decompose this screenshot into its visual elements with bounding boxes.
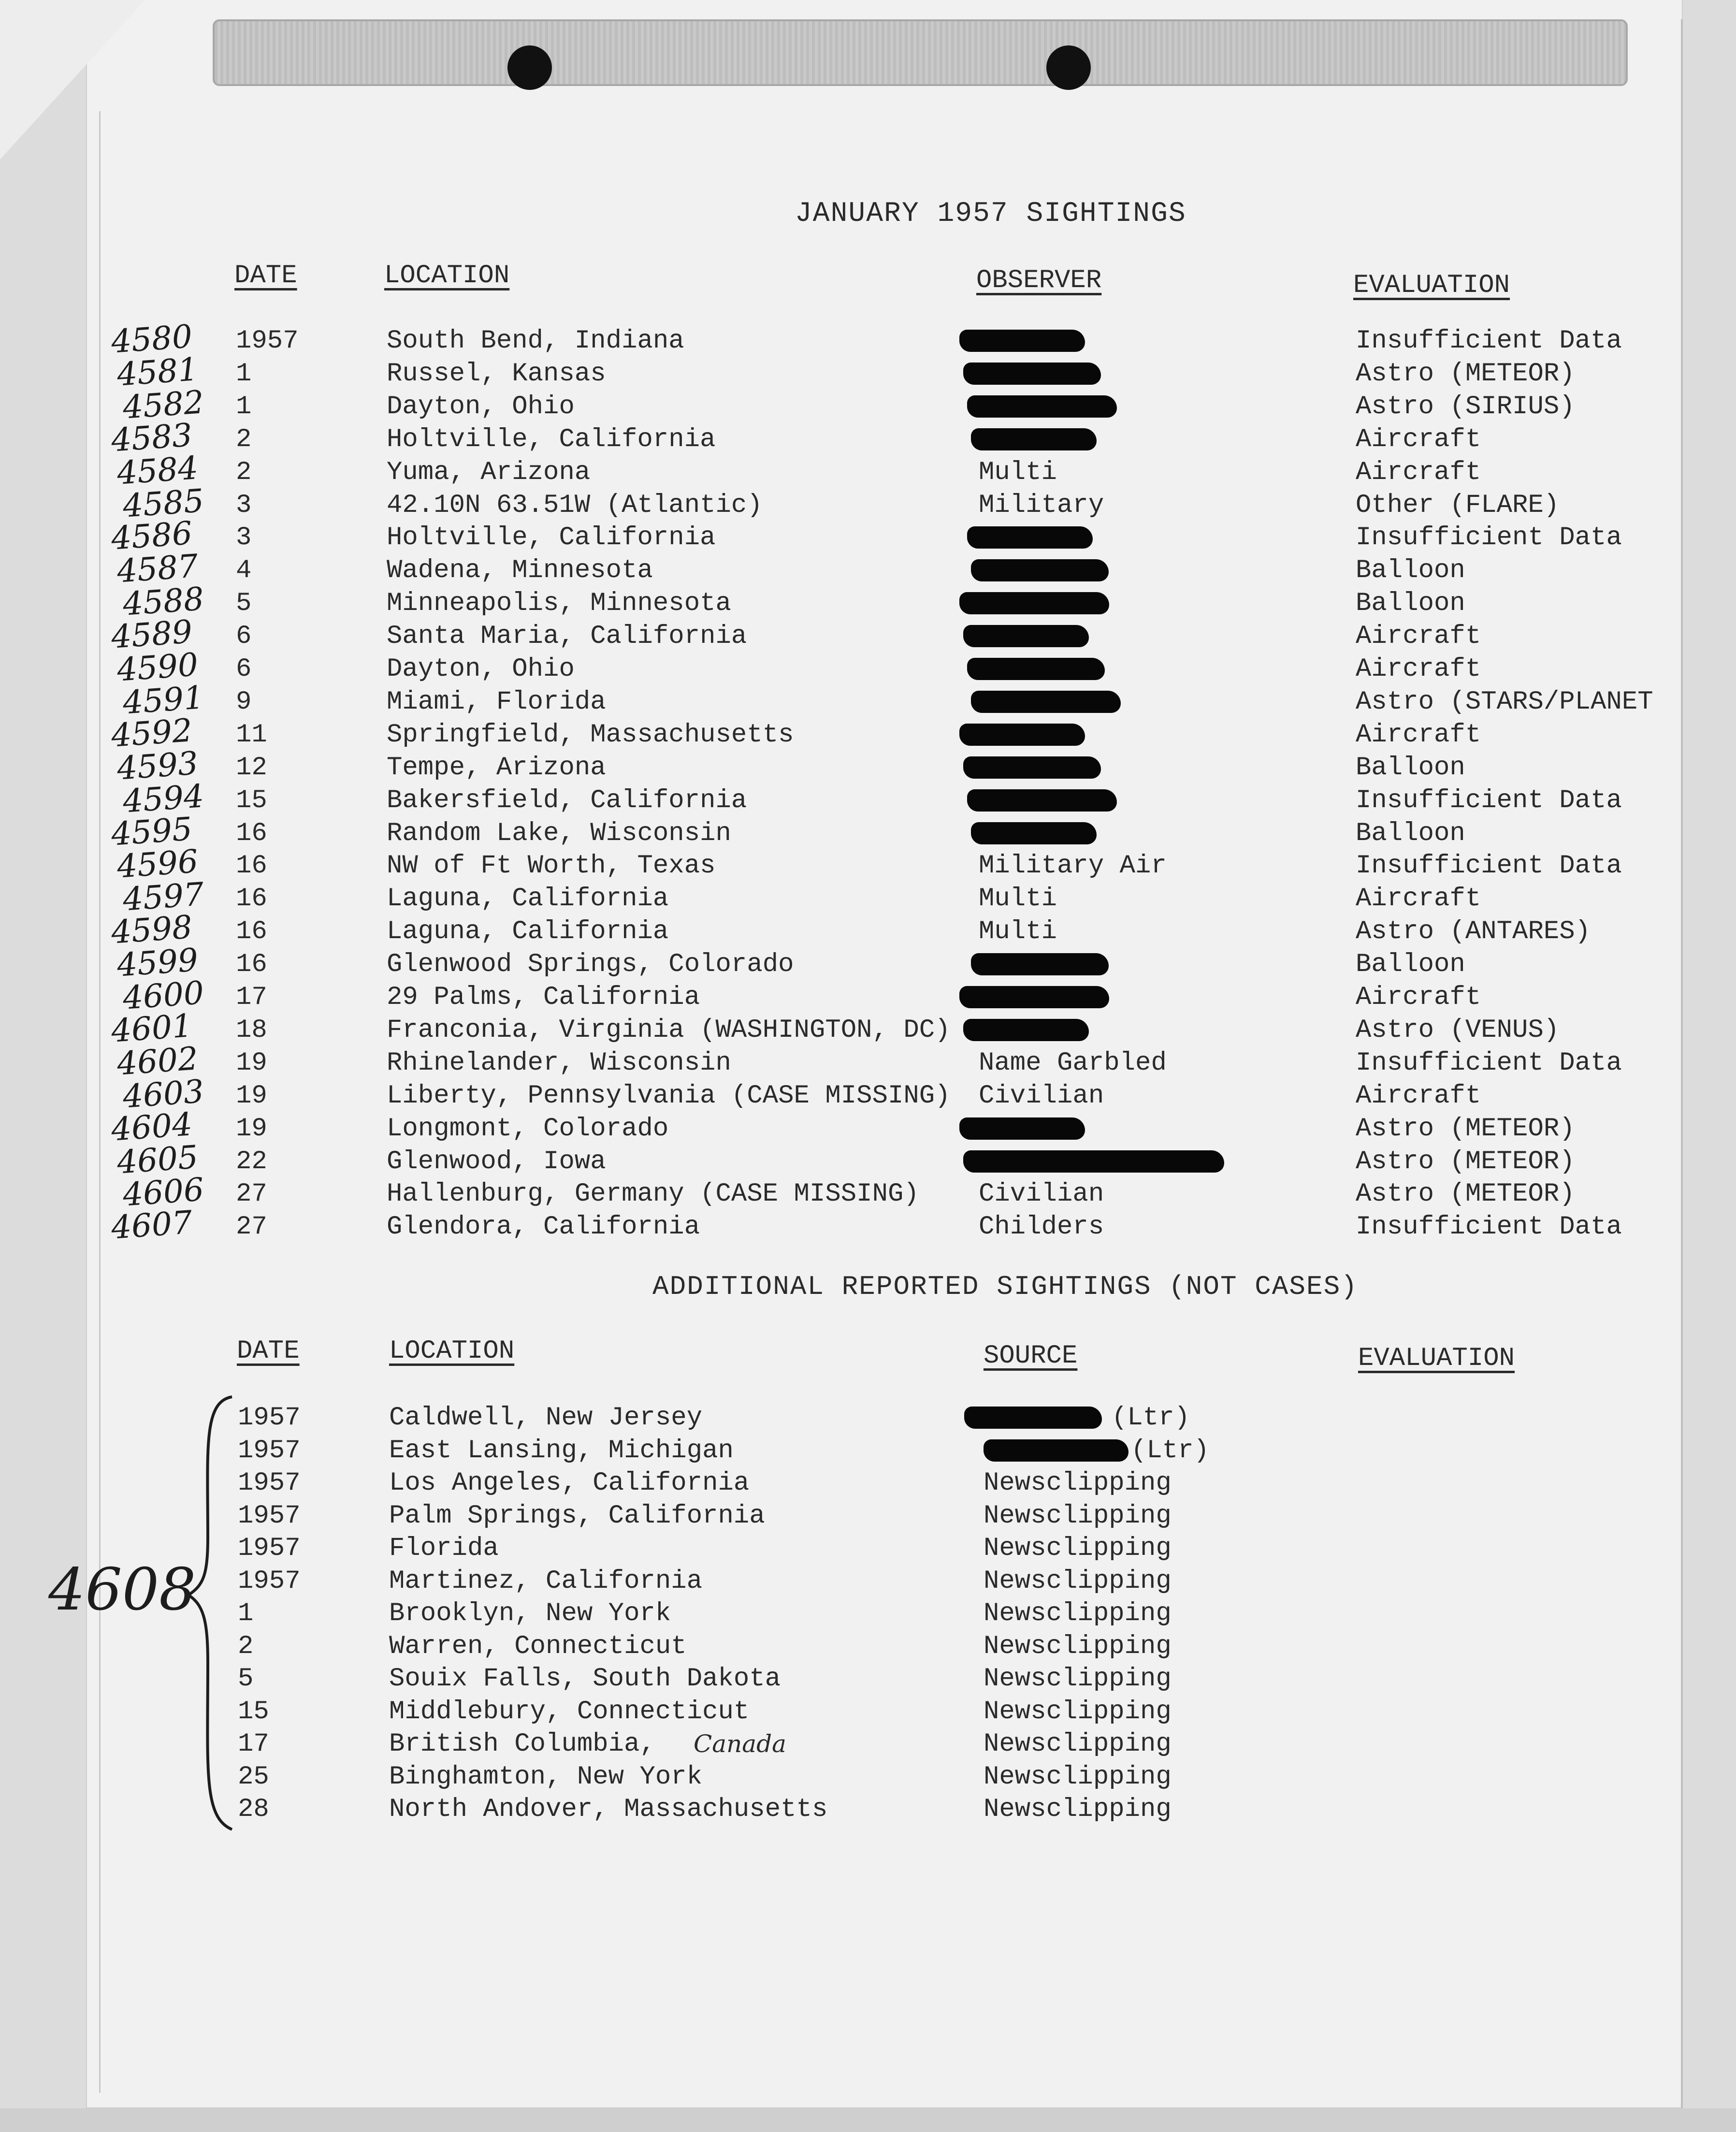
sighting-observer: Military Air <box>979 851 1167 881</box>
redaction-bar <box>967 395 1117 418</box>
sighting-evaluation: Balloon <box>1356 589 1465 619</box>
sighting-location: Minneapolis, Minnesota <box>387 589 731 619</box>
handwritten-case-number: 4591 <box>121 679 205 722</box>
sighting-date: 2 <box>236 424 252 454</box>
sighting-location: Rhinelander, Wisconsin <box>387 1048 731 1078</box>
table-row <box>0 974 1736 1017</box>
additional-date: 1 <box>238 1599 254 1628</box>
handwritten-annotation: Canada <box>694 1730 786 1758</box>
header-date: DATE <box>234 261 297 290</box>
sighting-location: Springfield, Massachusetts <box>387 720 794 750</box>
sighting-location: Holtville, California <box>387 523 716 553</box>
sighting-date: 11 <box>236 720 267 750</box>
table-row <box>0 711 1736 754</box>
sighting-date: 1 <box>236 392 252 421</box>
handwritten-case-number: 4590 <box>116 646 200 689</box>
additional-source: (Ltr) <box>1131 1436 1210 1465</box>
sighting-evaluation: Aircraft <box>1356 457 1481 487</box>
sighting-date: 2 <box>236 457 252 487</box>
additional-location: Los Angeles, California <box>389 1468 750 1498</box>
additional-location: Souix Falls, South Dakota <box>389 1664 781 1694</box>
redaction-bar <box>963 756 1101 779</box>
sighting-date: 4 <box>236 556 252 586</box>
sighting-location: Dayton, Ohio <box>387 654 575 684</box>
sighting-evaluation: Astro (SIRIUS) <box>1356 392 1575 421</box>
sighting-location: Glenwood Springs, Colorado <box>387 950 794 980</box>
sighting-location: Dayton, Ohio <box>387 392 575 421</box>
sighting-evaluation: Astro (METEOR) <box>1356 1114 1575 1144</box>
sighting-date: 16 <box>236 884 267 914</box>
handwritten-case-number: 4594 <box>121 777 205 820</box>
additional-source: Newsclipping <box>984 1795 1172 1824</box>
handwritten-case-number: 4599 <box>116 941 200 984</box>
additional-source: Newsclipping <box>984 1501 1172 1531</box>
sighting-evaluation: Aircraft <box>1356 884 1481 914</box>
additional-location: Middlebury, Connecticut <box>389 1697 750 1726</box>
sighting-location: Laguna, California <box>387 884 669 914</box>
table-row <box>0 1105 1736 1148</box>
folded-corner <box>0 0 145 160</box>
sighting-location: Glendora, California <box>387 1212 700 1242</box>
redaction-bar <box>959 330 1085 352</box>
header-location: LOCATION <box>384 261 510 290</box>
sighting-location: Holtville, California <box>387 424 716 454</box>
sighting-evaluation: Insufficient Data <box>1356 1212 1622 1242</box>
table-row <box>0 580 1736 623</box>
redaction-bar <box>963 625 1089 647</box>
list-item <box>0 1663 1736 1695</box>
handwritten-case-number: 4581 <box>116 350 200 393</box>
sighting-date: 19 <box>236 1048 267 1078</box>
redaction-bar <box>964 1407 1102 1429</box>
sighting-evaluation: Astro (STARS/PLANET <box>1356 687 1653 717</box>
sighting-evaluation: Balloon <box>1356 818 1465 848</box>
sighting-evaluation: Aircraft <box>1356 1081 1481 1111</box>
sighting-date: 15 <box>236 785 267 815</box>
sighting-evaluation: Aircraft <box>1356 654 1481 684</box>
table-row <box>0 613 1736 656</box>
sighting-location: Franconia, Virginia (WASHINGTON, DC) <box>387 1015 951 1045</box>
handwritten-case-number: 4595 <box>110 810 194 853</box>
header-observer: OBSERVER <box>976 266 1102 295</box>
sighting-location: Tempe, Arizona <box>387 753 606 783</box>
redaction-bar <box>959 986 1109 1008</box>
sighting-observer: Multi <box>979 457 1057 487</box>
handwritten-case-number: 4582 <box>121 383 205 426</box>
additional-source: Newsclipping <box>984 1697 1172 1726</box>
sighting-date: 18 <box>236 1015 267 1045</box>
redaction-bar <box>971 559 1109 581</box>
table-row <box>0 777 1736 820</box>
table-row <box>0 547 1736 591</box>
additional-date: 5 <box>238 1664 254 1694</box>
additional-location: Caldwell, New Jersey <box>389 1403 703 1433</box>
sighting-date: 5 <box>236 589 252 619</box>
scan-bottom-strip <box>0 2108 1736 2132</box>
table-row <box>0 941 1736 984</box>
sighting-evaluation: Astro (ANTARES) <box>1356 917 1591 947</box>
additional-location: Palm Springs, California <box>389 1501 765 1531</box>
sighting-location: NW of Ft Worth, Texas <box>387 851 716 881</box>
sighting-location: Liberty, Pennsylvania (CASE MISSING) <box>387 1081 951 1111</box>
table-row <box>0 1138 1736 1181</box>
sighting-location: Glenwood, Iowa <box>387 1146 606 1176</box>
list-item <box>0 1467 1736 1499</box>
handwritten-case-number: 4580 <box>110 318 194 361</box>
redaction-bar <box>963 363 1101 385</box>
handwritten-case-number: 4600 <box>121 974 205 1017</box>
additional-location: British Columbia, <box>389 1729 655 1759</box>
handwritten-case-number: 4601 <box>110 1007 194 1050</box>
sighting-date: 3 <box>236 523 252 553</box>
additional-title: ADDITIONAL REPORTED SIGHTINGS (NOT CASES) <box>652 1271 1358 1302</box>
table-row <box>0 318 1736 361</box>
sighting-evaluation: Insufficient Data <box>1356 326 1622 356</box>
redaction-bar <box>984 1439 1128 1462</box>
sighting-date: 27 <box>236 1179 267 1209</box>
sighting-evaluation: Balloon <box>1356 556 1465 586</box>
handwritten-case-number: 4589 <box>110 613 194 656</box>
additional-header-location: LOCATION <box>389 1336 515 1366</box>
table-row <box>0 744 1736 787</box>
sighting-evaluation: Astro (METEOR) <box>1356 1179 1575 1209</box>
redaction-bar <box>971 691 1121 713</box>
header-evaluation: EVALUATION <box>1353 271 1510 300</box>
sighting-date: 17 <box>236 983 267 1012</box>
table-row <box>0 646 1736 689</box>
list-item <box>0 1402 1736 1434</box>
sighting-observer: Name Garbled <box>979 1048 1167 1078</box>
sighting-date: 19 <box>236 1114 267 1144</box>
list-item <box>0 1793 1736 1826</box>
redaction-bar <box>971 822 1097 844</box>
table-row <box>0 1072 1736 1116</box>
table-row <box>0 908 1736 951</box>
table-row <box>0 481 1736 525</box>
redaction-bar <box>971 953 1109 975</box>
sighting-date: 16 <box>236 950 267 980</box>
additional-date: 1957 <box>238 1468 301 1498</box>
sighting-date: 16 <box>236 851 267 881</box>
additional-location: Martinez, California <box>389 1566 703 1596</box>
table-row <box>0 810 1736 853</box>
sighting-date: 1957 <box>236 326 299 356</box>
sighting-location: Wadena, Minnesota <box>387 556 653 586</box>
page-title: JANUARY 1957 SIGHTINGS <box>795 198 1186 230</box>
sighting-evaluation: Aircraft <box>1356 622 1481 652</box>
sighting-location: Yuma, Arizona <box>387 457 591 487</box>
handwritten-case-number: 4596 <box>116 842 200 886</box>
additional-date: 15 <box>238 1697 269 1726</box>
additional-date: 1957 <box>238 1534 301 1563</box>
redaction-bar <box>967 658 1105 680</box>
sighting-location: 29 Palms, California <box>387 983 700 1012</box>
sighting-evaluation: Other (FLARE) <box>1356 490 1560 520</box>
binder-tab <box>213 19 1628 86</box>
list-item <box>0 1532 1736 1565</box>
table-row <box>0 514 1736 558</box>
additional-source: Newsclipping <box>984 1566 1172 1596</box>
additional-date: 25 <box>238 1762 269 1792</box>
sighting-date: 16 <box>236 818 267 848</box>
sighting-date: 19 <box>236 1081 267 1111</box>
additional-header-date: DATE <box>237 1336 300 1366</box>
sighting-date: 22 <box>236 1146 267 1176</box>
sighting-location: Longmont, Colorado <box>387 1114 669 1144</box>
additional-date: 1957 <box>238 1566 301 1596</box>
additional-source: Newsclipping <box>984 1729 1172 1759</box>
additional-header-evaluation: EVALUATION <box>1358 1344 1515 1373</box>
table-row <box>0 383 1736 426</box>
handwritten-case-number: 4607 <box>110 1204 194 1247</box>
table-row <box>0 449 1736 492</box>
table-row <box>0 350 1736 393</box>
additional-date: 28 <box>238 1795 269 1824</box>
table-row <box>0 679 1736 722</box>
additional-date: 2 <box>238 1631 254 1661</box>
additional-source: Newsclipping <box>984 1762 1172 1792</box>
additional-date: 1957 <box>238 1403 301 1433</box>
additional-source: Newsclipping <box>984 1631 1172 1661</box>
sighting-location: South Bend, Indiana <box>387 326 684 356</box>
sighting-date: 9 <box>236 687 252 717</box>
sighting-evaluation: Aircraft <box>1356 720 1481 750</box>
sighting-location: 42.10N 63.51W (Atlantic) <box>387 490 763 520</box>
redaction-bar <box>959 1117 1085 1140</box>
sighting-evaluation: Aircraft <box>1356 983 1481 1012</box>
punch-hole-left <box>507 45 552 90</box>
handwritten-case-number: 4592 <box>110 711 194 754</box>
sighting-evaluation: Balloon <box>1356 753 1465 783</box>
sighting-location: Random Lake, Wisconsin <box>387 818 731 848</box>
sighting-location: Santa Maria, California <box>387 622 747 652</box>
handwritten-case-number: 4583 <box>110 416 194 459</box>
list-item <box>0 1435 1736 1467</box>
redaction-bar <box>967 789 1117 812</box>
table-row <box>0 842 1736 886</box>
sighting-evaluation: Insufficient Data <box>1356 523 1622 553</box>
sighting-observer: Childers <box>979 1212 1104 1242</box>
table-row <box>0 875 1736 919</box>
sighting-evaluation: Astro (METEOR) <box>1356 1146 1575 1176</box>
additional-date: 1957 <box>238 1501 301 1531</box>
table-row <box>0 416 1736 459</box>
sighting-location: Bakersfield, California <box>387 785 747 815</box>
redaction-bar <box>971 428 1097 450</box>
handwritten-case-number: 4602 <box>116 1040 200 1083</box>
handwritten-case-number: 4587 <box>116 547 200 591</box>
sighting-evaluation: Astro (METEOR) <box>1356 359 1575 389</box>
list-item <box>0 1565 1736 1597</box>
sighting-evaluation: Insufficient Data <box>1356 1048 1622 1078</box>
sighting-evaluation: Astro (VENUS) <box>1356 1015 1560 1045</box>
sighting-observer: Multi <box>979 917 1057 947</box>
sighting-location: Miami, Florida <box>387 687 606 717</box>
handwritten-case-number: 4585 <box>121 481 205 525</box>
redaction-bar <box>959 592 1109 614</box>
redaction-bar <box>963 1019 1089 1041</box>
sighting-observer: Multi <box>979 884 1057 914</box>
list-item <box>0 1630 1736 1663</box>
handwritten-case-number: 4586 <box>110 514 194 558</box>
additional-source: Newsclipping <box>984 1468 1172 1498</box>
sighting-evaluation: Insufficient Data <box>1356 785 1622 815</box>
handwritten-case-number: 4603 <box>121 1072 205 1116</box>
table-row <box>0 1040 1736 1083</box>
list-item <box>0 1597 1736 1630</box>
handwritten-case-number: 4604 <box>110 1105 194 1148</box>
additional-source: Newsclipping <box>984 1534 1172 1563</box>
list-item <box>0 1728 1736 1760</box>
handwritten-case-number: 4605 <box>116 1138 200 1181</box>
list-item <box>0 1761 1736 1793</box>
sighting-date: 3 <box>236 490 252 520</box>
additional-source: Newsclipping <box>984 1599 1172 1628</box>
sighting-location: Hallenburg, Germany (CASE MISSING) <box>387 1179 919 1209</box>
sighting-observer: Military <box>979 490 1104 520</box>
table-row <box>0 1171 1736 1214</box>
handwritten-case-number: 4606 <box>121 1171 205 1214</box>
handwritten-case-number-4608: 4608 <box>48 1556 196 1624</box>
handwritten-case-number: 4588 <box>121 580 205 623</box>
handwritten-case-number: 4597 <box>121 875 205 919</box>
handwritten-case-number: 4598 <box>110 908 194 951</box>
handwritten-case-number: 4593 <box>116 744 200 787</box>
additional-date: 1957 <box>238 1436 301 1465</box>
sighting-date: 1 <box>236 359 252 389</box>
additional-location: Florida <box>389 1534 499 1563</box>
sighting-date: 27 <box>236 1212 267 1242</box>
handwritten-case-number: 4584 <box>116 449 200 492</box>
additional-source: (Ltr) <box>1112 1403 1190 1433</box>
additional-location: Warren, Connecticut <box>389 1631 687 1661</box>
additional-date: 17 <box>238 1729 269 1759</box>
list-item <box>0 1500 1736 1532</box>
punch-hole-right <box>1046 45 1091 90</box>
list-item <box>0 1696 1736 1728</box>
sighting-date: 6 <box>236 622 252 652</box>
sighting-observer: Civilian <box>979 1179 1104 1209</box>
sighting-observer: Civilian <box>979 1081 1104 1111</box>
sighting-location: Russel, Kansas <box>387 359 606 389</box>
table-row <box>0 1007 1736 1050</box>
sighting-evaluation: Insufficient Data <box>1356 851 1622 881</box>
sighting-date: 16 <box>236 917 267 947</box>
additional-location: East Lansing, Michigan <box>389 1436 734 1465</box>
additional-source: Newsclipping <box>984 1664 1172 1694</box>
additional-location: Brooklyn, New York <box>389 1599 671 1628</box>
redaction-bar <box>959 724 1085 746</box>
sighting-location: Laguna, California <box>387 917 669 947</box>
additional-header-source: SOURCE <box>984 1341 1078 1371</box>
sighting-date: 6 <box>236 654 252 684</box>
sighting-evaluation: Balloon <box>1356 950 1465 980</box>
sighting-evaluation: Aircraft <box>1356 424 1481 454</box>
additional-location: Binghamton, New York <box>389 1762 703 1792</box>
additional-location: North Andover, Massachusetts <box>389 1795 828 1824</box>
sighting-date: 12 <box>236 753 267 783</box>
redaction-bar <box>963 1150 1224 1173</box>
table-row <box>0 1204 1736 1247</box>
redaction-bar <box>967 526 1093 549</box>
